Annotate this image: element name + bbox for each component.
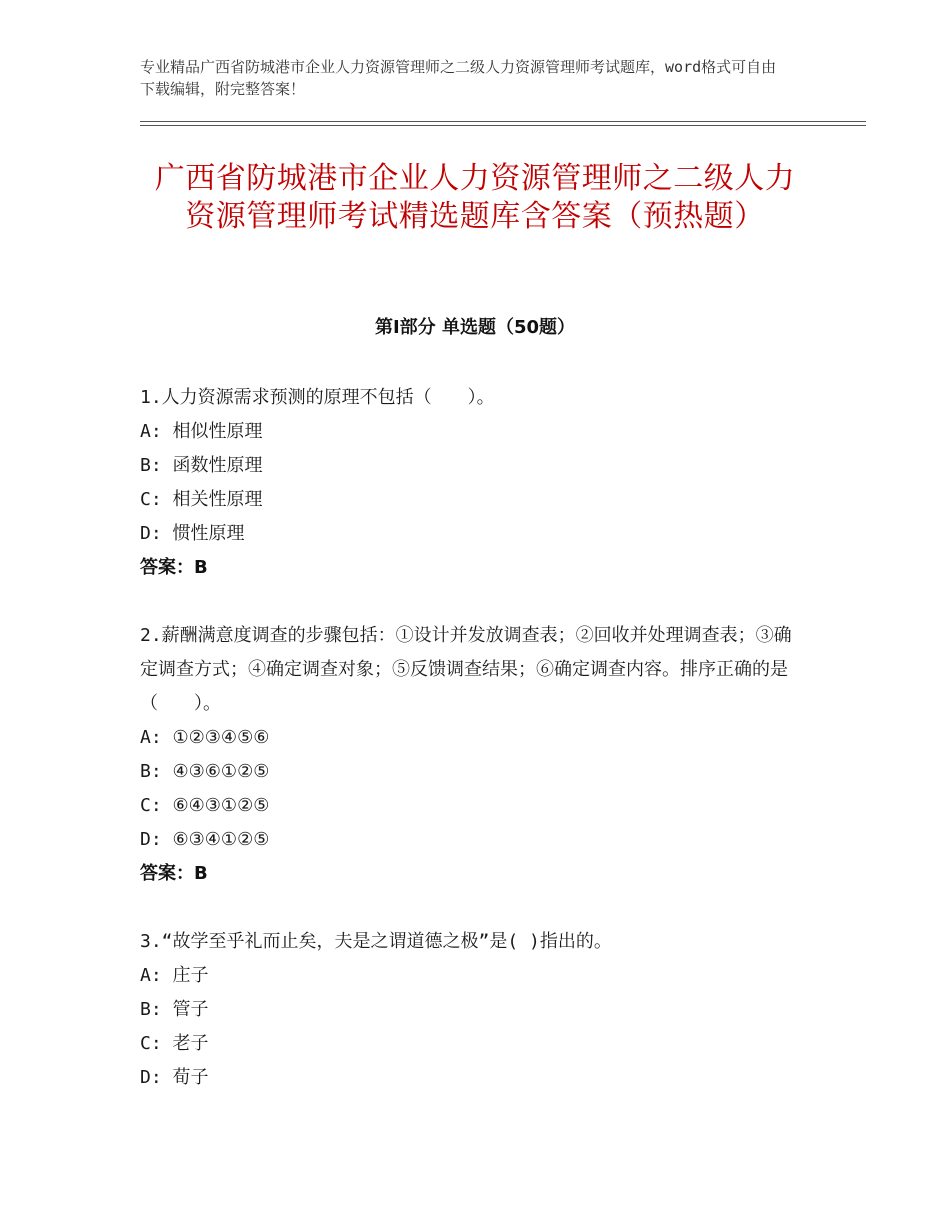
option-key: D: (140, 1067, 162, 1088)
question-stem: 1.人力资源需求预测的原理不包括（ ）。 (140, 387, 495, 408)
option-text: 相似性原理 (161, 421, 263, 442)
option-text: 函数性原理 (161, 455, 263, 476)
section-title: 第Ⅰ部分 单选题（50题） (374, 317, 575, 338)
option-key: D: (140, 829, 162, 850)
answer-line: 答案：B (140, 557, 208, 578)
option-text: 惯性原理 (161, 523, 245, 544)
option-d (140, 1061, 800, 1095)
option-text: ①②③④⑤⑥ (161, 727, 270, 748)
option-key: A: (140, 727, 162, 748)
option-text: ④③⑥①②⑤ (161, 761, 270, 782)
option-b (140, 755, 800, 789)
option-text: 荀子 (161, 1067, 209, 1088)
option-a (140, 959, 800, 993)
header-divider-bottom (140, 125, 866, 126)
option-key: B: (140, 999, 162, 1020)
option-text: 老子 (161, 1033, 209, 1054)
option-c (140, 483, 800, 517)
option-text: 管子 (161, 999, 209, 1020)
question-2 (140, 619, 800, 891)
option-key: C: (140, 1033, 162, 1054)
document-title: 广西省防城港市企业人力资源管理师之二级人力资源管理师考试精选题库含答案（预热题） (154, 161, 796, 234)
option-text: ⑥④③①②⑤ (161, 795, 270, 816)
answer-line: 答案：B (140, 863, 208, 884)
option-key: B: (140, 761, 162, 782)
option-d (140, 517, 800, 551)
question-3 (140, 925, 800, 1095)
option-key: A: (140, 965, 162, 986)
option-a (140, 721, 800, 755)
question-stem: 3.“故学至乎礼而止矣，夫是之谓道德之极”是( )指出的。 (140, 931, 612, 952)
question-stem: 2.薪酬满意度调查的步骤包括：①设计并发放调查表；②回收并处理调查表；③确定调查方式；④确定调查对象；⑤反馈调查结果；⑥确定调查内容。排序正确的是（ ）。 (140, 625, 792, 714)
option-text: 相关性原理 (161, 489, 263, 510)
option-d (140, 823, 800, 857)
option-key: B: (140, 455, 162, 476)
option-b (140, 449, 800, 483)
option-text: ⑥③④①②⑤ (161, 829, 270, 850)
option-c (140, 1027, 800, 1061)
option-key: C: (140, 489, 162, 510)
question-list (140, 381, 800, 1129)
option-a (140, 415, 800, 449)
option-b (140, 993, 800, 1027)
option-c (140, 789, 800, 823)
question-1 (140, 381, 800, 585)
option-key: C: (140, 795, 162, 816)
header-divider-top (140, 121, 866, 122)
header-note: 专业精品广西省防城港市企业人力资源管理师之二级人力资源管理师考试题库，word格式可自由下载编辑，附完整答案！ (140, 58, 777, 98)
option-key: D: (140, 523, 162, 544)
option-key: A: (140, 421, 162, 442)
option-text: 庄子 (161, 965, 209, 986)
